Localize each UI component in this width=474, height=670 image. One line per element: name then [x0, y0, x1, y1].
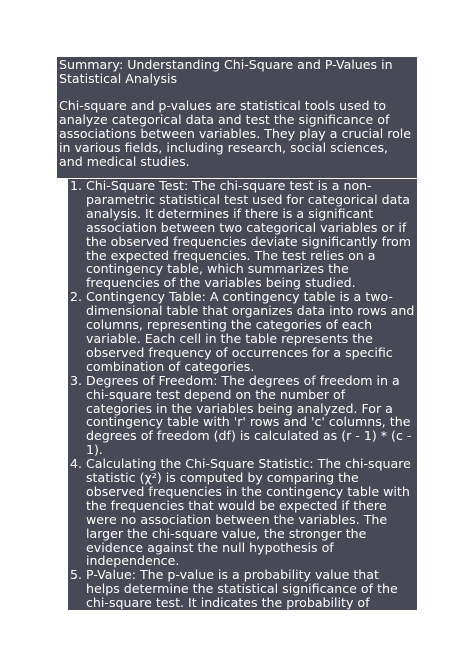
list-item-text: Degrees of Freedom: The degrees of freedom in a chi-square test depend on the number of categories in the variables being analyzed. For a contingency table with 'r' rows and 'c' columns, the degrees of freedom (df) is calculated as (r - 1) * (c - 1). — [86, 372, 412, 458]
list-item — [68, 457, 417, 568]
list-item-number: 2. — [70, 289, 83, 305]
list-item-text: Contingency Table: A contingency table is a two-dimensional table that organizes data into rows and columns, representing the categories of each variable. Each cell in the table represents the observed frequency of occurrences for a specific combination of categories. — [86, 289, 415, 374]
list-item-text: Calculating the Chi-Square Statistic: The chi-square statistic (χ²) is computed by comparing the observed frequencies in the contingency table with the frequencies that would be expected if there were no association between the variables. The larger the chi-square value, the stronger the evidence against the null hypothesis of independence. — [86, 456, 411, 569]
intro-paragraph: Chi-square and p-values are statistical tools used to analyze categorical data and test the significance of associations between variables. They play a crucial role in various fields, including research, social sciences, and medical studies. — [59, 98, 412, 169]
document-title: Summary: Understanding Chi-Square and P-Values in Statistical Analysis — [59, 57, 393, 86]
list-item-number: 3. — [70, 372, 83, 388]
list-item — [68, 568, 417, 651]
numbered-list-block — [68, 178, 417, 652]
numbered-list — [68, 179, 417, 652]
list-item-number: 4. — [70, 456, 83, 472]
list-item-number: 5. — [70, 567, 83, 583]
list-item-number: 1. — [70, 178, 83, 193]
summary-header-block — [57, 57, 417, 178]
list-item-text: P-Value: The p-value is a probability value that helps determine the statistical significance of the chi-square test. It indicates the probability of observing the observed association (or more extreme) between the variables if the null hypothesis were true. A low p- — [86, 567, 398, 652]
list-item-text: Chi-Square Test: The chi-square test is a non-parametric statistical test used for categorical data analysis. It determines if there is a significant association between two categorical variables or if the observed frequencies deviate significantly from the expected frequencies. The test relies on a contingency table, which summarizes the frequencies of the variables being studied. — [86, 178, 411, 291]
list-item — [68, 374, 417, 457]
list-item — [68, 179, 417, 290]
list-item — [68, 290, 417, 373]
